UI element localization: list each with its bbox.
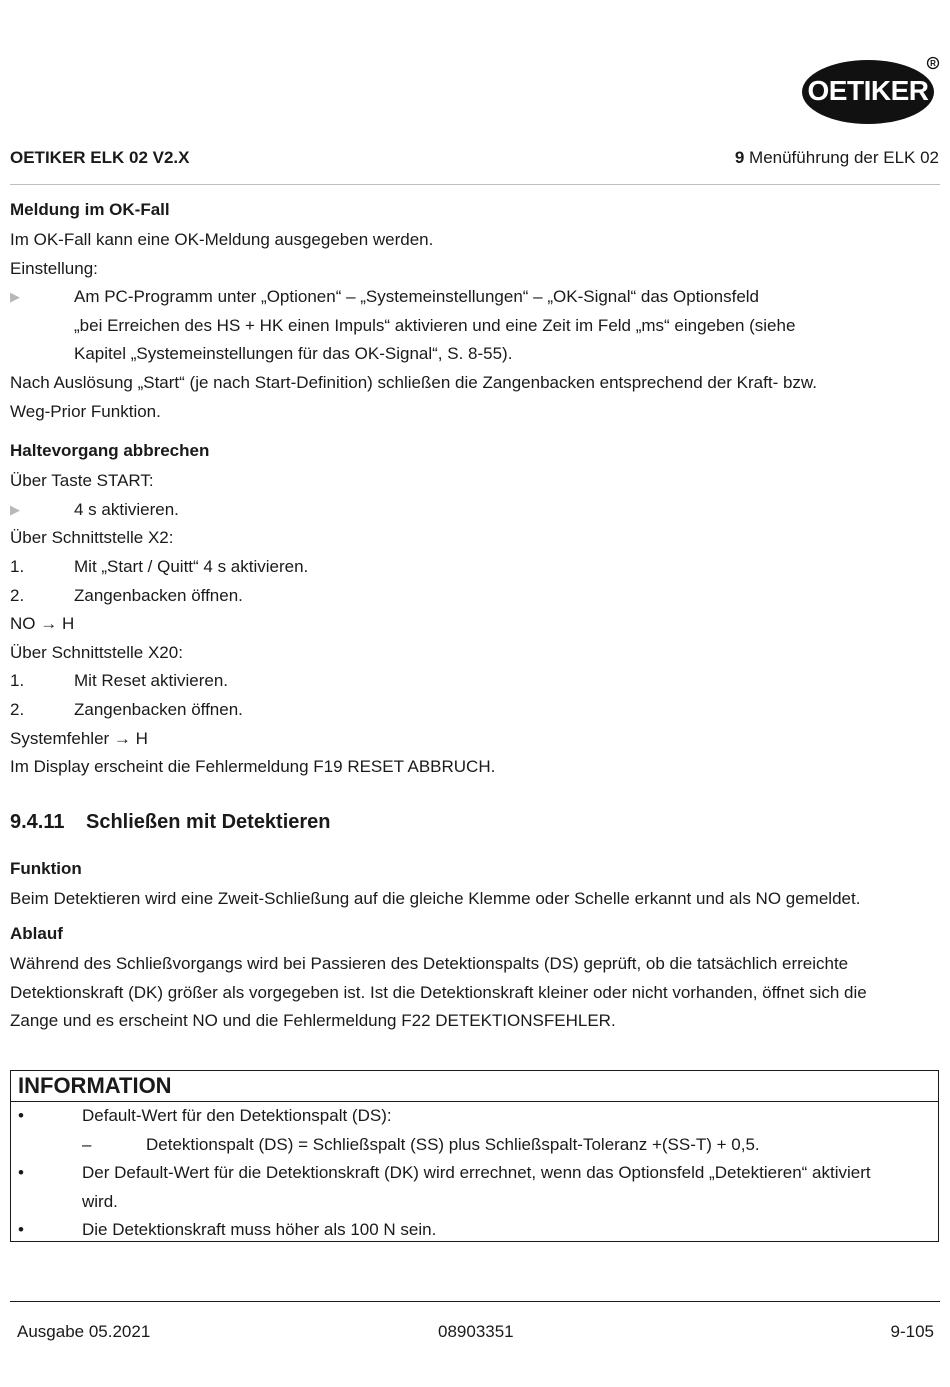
- step-number: 1.: [10, 671, 25, 691]
- chapter-number: 9: [734, 148, 745, 167]
- paragraph: Während des Schließvorgangs wird bei Passieren des Detektionspalts (DS) geprüft, ob die tatsächlich erreichte: [10, 954, 849, 974]
- step-text: Mit Reset aktivieren.: [74, 671, 228, 691]
- step-arrow-icon: ▶: [10, 501, 20, 517]
- footer-divider: [10, 1301, 940, 1302]
- info-bullet: [11, 1216, 938, 1245]
- step-number: 2.: [10, 585, 25, 605]
- step-text: Am PC-Programm unter „Optionen“ – „Systemeinstellungen“ – „OK-Signal“ das Optionsfeld: [74, 287, 760, 307]
- bullet-text: Der Default-Wert für die Detektionskraft (DK) wird errechnet, wenn das Optionsfeld „Detektieren“ aktiviert: [82, 1163, 871, 1183]
- chapter-title: Menüführung der ELK 02: [744, 148, 939, 167]
- section-title: Schließen mit Detektieren: [86, 810, 331, 833]
- heading-ok-fall: Meldung im OK-Fall: [10, 200, 170, 219]
- numbered-step: [10, 553, 940, 582]
- info-sub-item: [11, 1131, 938, 1160]
- step-number: 1.: [10, 556, 25, 576]
- numbered-step: [10, 582, 940, 611]
- oetiker-logo: [802, 56, 940, 124]
- step-text: Zangenbacken öffnen.: [74, 585, 243, 605]
- heading-ablauf: Ablauf: [10, 924, 63, 944]
- svg-text:R: R: [930, 59, 936, 68]
- bullet-icon: •: [18, 1163, 24, 1183]
- paragraph: Zange und es erscheint NO und die Fehlermeldung F22 DETEKTIONSFEHLER.: [10, 1011, 616, 1031]
- information-box: [10, 1070, 939, 1242]
- result-line: NO → H: [10, 614, 75, 634]
- chapter-heading: [735, 148, 939, 168]
- numbered-step: [10, 696, 940, 725]
- header-divider: [10, 184, 940, 185]
- step-arrow-icon: ▶: [10, 289, 20, 305]
- info-bullet: [11, 1102, 938, 1131]
- step-text: Mit „Start / Quitt“ 4 s aktivieren.: [74, 556, 309, 576]
- heading-haltevorgang: Haltevorgang abbrechen: [10, 441, 210, 461]
- bullet-icon: •: [18, 1220, 24, 1240]
- logo-text: OETIKER: [807, 75, 929, 106]
- document-number: 08903351: [438, 1322, 514, 1341]
- heading-funktion: Funktion: [10, 858, 82, 878]
- info-bullet: [11, 1159, 938, 1188]
- section-heading: [10, 804, 940, 840]
- step-continuation: Kapitel „Systemeinstellungen für das OK-Signal“, S. 8-55).: [74, 344, 513, 364]
- section-number: 9.4.11: [10, 810, 65, 833]
- paragraph: Weg-Prior Funktion.: [10, 401, 161, 421]
- step-text: 4 s aktivieren.: [74, 499, 179, 519]
- bullet-continuation: wird.: [82, 1191, 118, 1211]
- step-continuation: „bei Erreichen des HS + HK einen Impuls“ aktivieren und eine Zeit im Feld „ms“ eingeben (siehe: [74, 315, 796, 335]
- bullet-icon: •: [18, 1106, 24, 1125]
- bullet-text: Die Detektionskraft muss höher als 100 N sein.: [82, 1220, 437, 1240]
- bullet-text: Default-Wert für den Detektionspalt (DS):: [82, 1106, 392, 1125]
- page-number: 9-105: [890, 1322, 934, 1341]
- paragraph: Über Schnittstelle X2:: [10, 528, 174, 548]
- result-line: Systemfehler → H: [10, 728, 148, 748]
- numbered-step: [10, 667, 940, 696]
- paragraph: Einstellung:: [10, 258, 98, 278]
- step-item: [10, 283, 940, 312]
- step-text: Zangenbacken öffnen.: [74, 699, 243, 719]
- paragraph: Im Display erscheint die Fehlermeldung F19 RESET ABBRUCH.: [10, 757, 496, 777]
- step-number: 2.: [10, 699, 25, 719]
- step-item: [10, 496, 940, 525]
- document-title: OETIKER ELK 02 V2.X: [10, 148, 190, 167]
- information-title: INFORMATION: [11, 1071, 938, 1102]
- paragraph: Beim Detektieren wird eine Zweit-Schließung auf die gleiche Klemme oder Schelle erkannt und als NO gemeldet.: [10, 888, 861, 908]
- paragraph: Im OK-Fall kann eine OK-Meldung ausgegeben werden.: [10, 230, 434, 249]
- paragraph: Nach Auslösung „Start“ (je nach Start-Definition) schließen die Zangenbacken entsprechend der Kraft- bzw.: [10, 372, 817, 392]
- main-content: [10, 193, 940, 1036]
- dash-icon: –: [82, 1134, 92, 1154]
- paragraph: Über Taste START:: [10, 471, 154, 491]
- paragraph: Detektionskraft (DK) größer als vorgegeben ist. Ist die Detektionskraft kleiner oder nicht vorhanden, öffnet sich die: [10, 982, 867, 1002]
- edition-label: Ausgabe 05.2021: [17, 1322, 151, 1341]
- sub-item-text: Detektionspalt (DS) = Schließspalt (SS) plus Schließspalt-Toleranz +(SS-T) + 0,5.: [146, 1134, 760, 1154]
- paragraph: Über Schnittstelle X20:: [10, 642, 183, 662]
